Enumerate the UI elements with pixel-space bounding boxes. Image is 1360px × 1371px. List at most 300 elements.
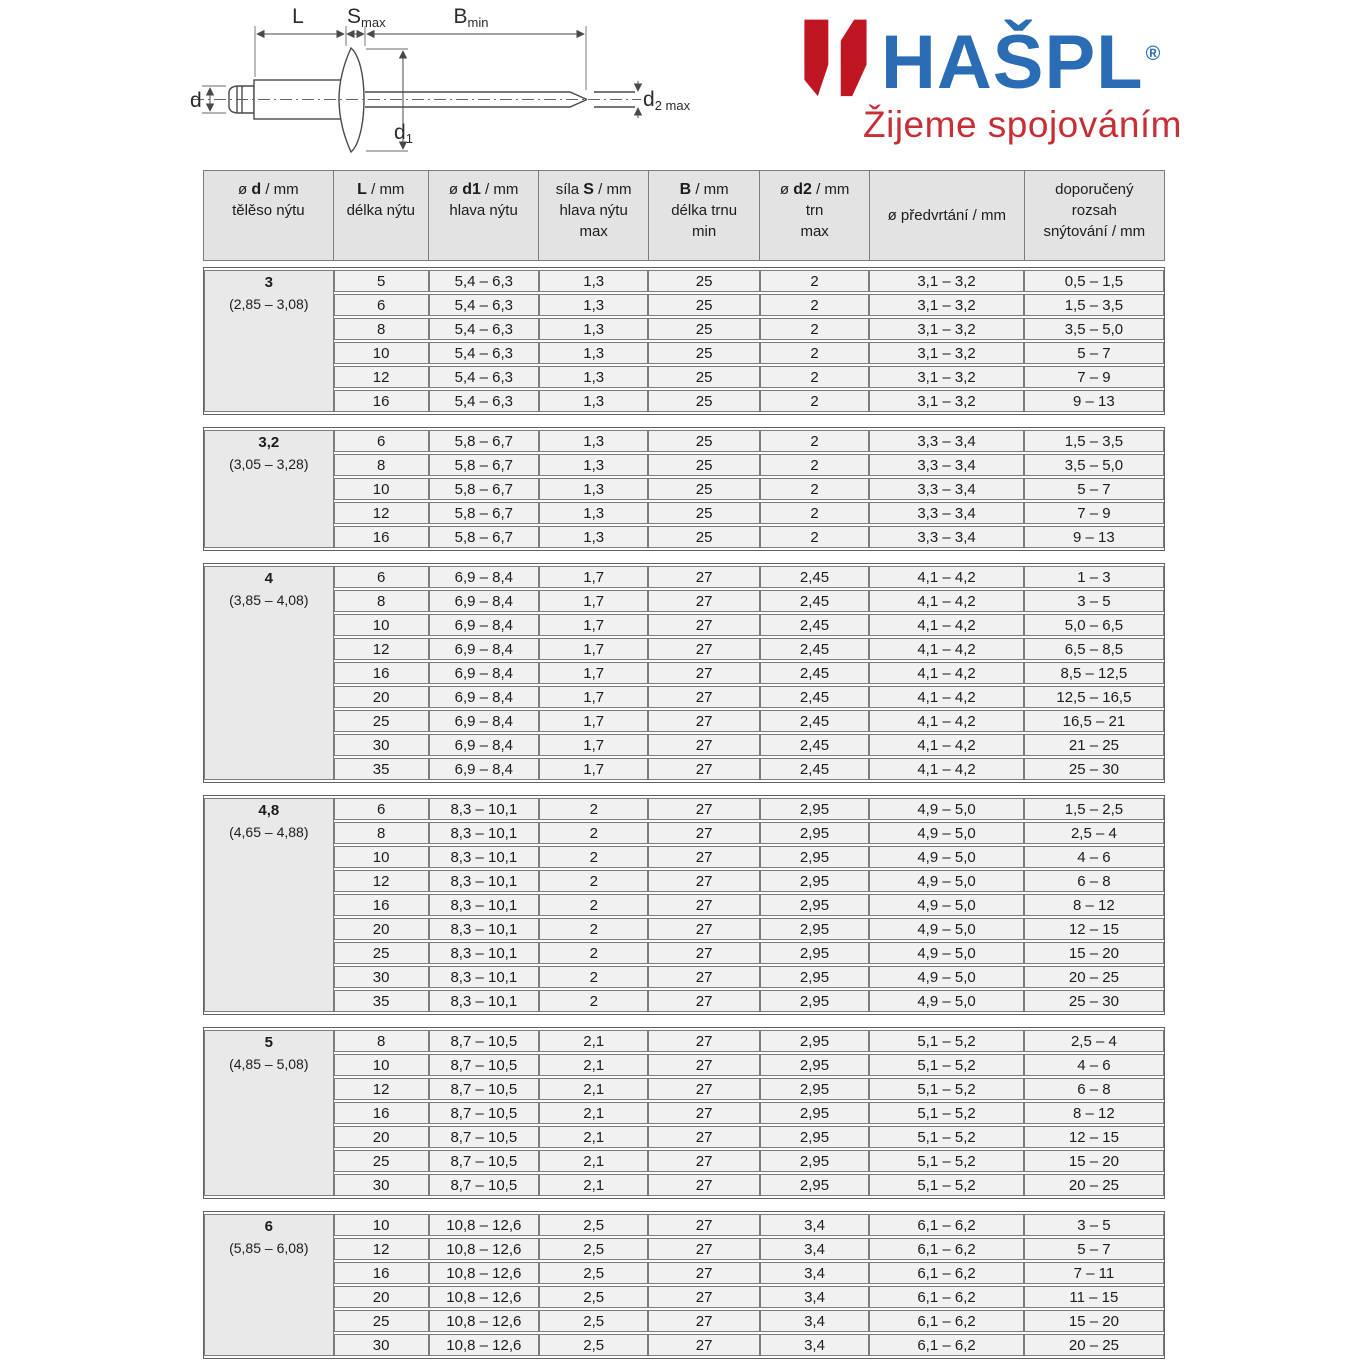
value-cell: 20 [334, 686, 429, 708]
value-cell: 10,8 – 12,6 [429, 1286, 539, 1308]
spec-group-3 [203, 267, 1165, 415]
value-cell: 5 – 7 [1024, 342, 1164, 364]
col-header-subline: hlava nýtu [449, 202, 518, 219]
value-cell: 8,3 – 10,1 [429, 990, 539, 1012]
label-d1: d1 [394, 121, 413, 146]
value-cell: 2 [760, 454, 869, 476]
value-cell: 27 [648, 894, 759, 916]
value-cell: 5,1 – 5,2 [869, 1102, 1024, 1124]
value-cell: 25 [648, 430, 759, 452]
value-cell: 1 – 3 [1024, 566, 1164, 588]
value-cell: 10,8 – 12,6 [429, 1214, 539, 1236]
group-tolerance-range: (4,85 – 5,08) [229, 1056, 309, 1072]
mandrel-stem [365, 100, 587, 108]
table-row [204, 478, 1164, 500]
table-row [204, 990, 1164, 1012]
value-cell: 27 [648, 1150, 759, 1172]
value-cell: 3,3 – 3,4 [869, 454, 1024, 476]
value-cell: 3,1 – 3,2 [869, 318, 1024, 340]
registered-mark: ® [1145, 43, 1162, 65]
value-cell: 3 – 5 [1024, 590, 1164, 612]
label-d: d [190, 89, 202, 112]
value-cell: 2,1 [539, 1126, 648, 1148]
value-cell: 27 [648, 1310, 759, 1332]
value-cell: 6,9 – 8,4 [429, 758, 539, 780]
value-cell: 3,4 [760, 1262, 869, 1284]
value-cell: 27 [648, 918, 759, 940]
value-cell: 6 [334, 294, 429, 316]
value-cell: 2,45 [760, 638, 869, 660]
value-cell: 5,4 – 6,3 [429, 294, 539, 316]
value-cell: 20 – 25 [1024, 1334, 1164, 1356]
value-cell: 2,1 [539, 1102, 648, 1124]
col-header-line1: L / mm [357, 181, 405, 198]
value-cell: 2,5 [539, 1310, 648, 1332]
value-cell: 30 [334, 966, 429, 988]
table-row [204, 1334, 1164, 1356]
col-header-subline: hlava nýtu [559, 202, 628, 219]
value-cell: 10 [334, 1214, 429, 1236]
value-cell: 2,5 [539, 1238, 648, 1260]
col-header-subline: délka trnu [671, 202, 738, 219]
value-cell: 5,1 – 5,2 [869, 1150, 1024, 1172]
rivet-diagram [186, 2, 696, 165]
value-cell: 27 [648, 1054, 759, 1076]
value-cell: 6,5 – 8,5 [1024, 638, 1164, 660]
value-cell: 6 – 8 [1024, 870, 1164, 892]
group-tolerance-range: (3,85 – 4,08) [229, 592, 309, 608]
value-cell: 2,1 [539, 1150, 648, 1172]
table-row [204, 1174, 1164, 1196]
table-row [204, 942, 1164, 964]
value-cell: 0,5 – 1,5 [1024, 270, 1164, 292]
col-header-b [648, 171, 759, 261]
value-cell: 2 [760, 342, 869, 364]
value-cell: 25 [648, 454, 759, 476]
col-header-subline: rozsah [1071, 202, 1117, 219]
value-cell: 2,95 [760, 990, 869, 1012]
table-row [204, 822, 1164, 844]
table-row [204, 270, 1164, 292]
value-cell: 27 [648, 1078, 759, 1100]
table-row [204, 870, 1164, 892]
value-cell: 6,1 – 6,2 [869, 1286, 1024, 1308]
value-cell: 5 – 7 [1024, 478, 1164, 500]
value-cell: 1,7 [539, 566, 648, 588]
value-cell: 35 [334, 990, 429, 1012]
value-cell: 2,45 [760, 686, 869, 708]
value-cell: 16,5 – 21 [1024, 710, 1164, 732]
value-cell: 27 [648, 1030, 759, 1052]
value-cell: 2,95 [760, 894, 869, 916]
group-size-cell [204, 798, 334, 1012]
col-header-line1: ø předvrtání / mm [887, 207, 1006, 224]
value-cell: 25 [648, 318, 759, 340]
value-cell: 15 – 20 [1024, 942, 1164, 964]
value-cell: 27 [648, 662, 759, 684]
table-row [204, 734, 1164, 756]
logo-mark-right-stroke [841, 20, 867, 97]
value-cell: 6,9 – 8,4 [429, 566, 539, 588]
value-cell: 12 [334, 1238, 429, 1260]
table-row [204, 454, 1164, 476]
value-cell: 4,1 – 4,2 [869, 566, 1024, 588]
value-cell: 5,1 – 5,2 [869, 1174, 1024, 1196]
table-row [204, 846, 1164, 868]
value-cell: 10 [334, 342, 429, 364]
value-cell: 2,5 [539, 1286, 648, 1308]
value-cell: 3,3 – 3,4 [869, 502, 1024, 524]
value-cell: 25 [648, 270, 759, 292]
value-cell: 1,7 [539, 662, 648, 684]
value-cell: 4,1 – 4,2 [869, 590, 1024, 612]
value-cell: 4,9 – 5,0 [869, 966, 1024, 988]
value-cell: 3,3 – 3,4 [869, 478, 1024, 500]
table-row [204, 1030, 1164, 1052]
value-cell: 9 – 13 [1024, 390, 1164, 412]
col-header-d2 [760, 171, 870, 261]
spec-header-table [203, 170, 1165, 261]
spec-table [203, 170, 1165, 1371]
value-cell: 27 [648, 1126, 759, 1148]
value-cell: 4,1 – 4,2 [869, 638, 1024, 660]
table-row [204, 1262, 1164, 1284]
value-cell: 25 – 30 [1024, 758, 1164, 780]
spec-group-3,2 [203, 427, 1165, 551]
value-cell: 5,1 – 5,2 [869, 1054, 1024, 1076]
value-cell: 5,1 – 5,2 [869, 1126, 1024, 1148]
value-cell: 27 [648, 1102, 759, 1124]
value-cell: 2,45 [760, 614, 869, 636]
value-cell: 8 [334, 318, 429, 340]
table-row [204, 526, 1164, 548]
value-cell: 8,3 – 10,1 [429, 942, 539, 964]
value-cell: 3,4 [760, 1238, 869, 1260]
value-cell: 4,9 – 5,0 [869, 894, 1024, 916]
value-cell: 2 [539, 894, 648, 916]
table-row [204, 614, 1164, 636]
value-cell: 4,1 – 4,2 [869, 614, 1024, 636]
value-cell: 25 [334, 942, 429, 964]
value-cell: 4,9 – 5,0 [869, 822, 1024, 844]
table-row [204, 966, 1164, 988]
value-cell: 20 [334, 918, 429, 940]
value-cell: 16 [334, 662, 429, 684]
value-cell: 2,95 [760, 1174, 869, 1196]
value-cell: 6,1 – 6,2 [869, 1334, 1024, 1356]
table-row [204, 1214, 1164, 1236]
col-header-subline: trn [805, 202, 824, 219]
value-cell: 5,8 – 6,7 [429, 526, 539, 548]
value-cell: 4,9 – 5,0 [869, 870, 1024, 892]
col-header-line1: ø d1 / mm [448, 181, 519, 198]
group-tolerance-range: (5,85 – 6,08) [229, 1240, 309, 1256]
value-cell: 16 [334, 1102, 429, 1124]
value-cell: 2 [760, 390, 869, 412]
table-row [204, 390, 1164, 412]
value-cell: 8,3 – 10,1 [429, 918, 539, 940]
haspl-logo [795, 12, 1183, 145]
value-cell: 12 [334, 870, 429, 892]
value-cell: 1,3 [539, 342, 648, 364]
col-header-predvrtani [869, 171, 1024, 261]
table-row [204, 918, 1164, 940]
value-cell: 2,95 [760, 918, 869, 940]
value-cell: 4,9 – 5,0 [869, 798, 1024, 820]
value-cell: 2,45 [760, 734, 869, 756]
value-cell: 3,3 – 3,4 [869, 430, 1024, 452]
table-row [204, 1238, 1164, 1260]
value-cell: 30 [334, 1174, 429, 1196]
value-cell: 3,5 – 5,0 [1024, 318, 1164, 340]
value-cell: 6,1 – 6,2 [869, 1310, 1024, 1332]
value-cell: 10,8 – 12,6 [429, 1238, 539, 1260]
value-cell: 3,4 [760, 1286, 869, 1308]
value-cell: 2,95 [760, 1102, 869, 1124]
value-cell: 2 [760, 366, 869, 388]
value-cell: 5 [334, 270, 429, 292]
value-cell: 2,95 [760, 822, 869, 844]
value-cell: 30 [334, 734, 429, 756]
value-cell: 6,9 – 8,4 [429, 638, 539, 660]
brand-text [881, 12, 1161, 105]
group-size: 3 [264, 274, 273, 291]
value-cell: 27 [648, 1174, 759, 1196]
value-cell: 1,7 [539, 638, 648, 660]
value-cell: 25 [648, 526, 759, 548]
value-cell: 15 – 20 [1024, 1310, 1164, 1332]
value-cell: 1,7 [539, 614, 648, 636]
group-size: 3,2 [258, 434, 280, 451]
value-cell: 4,1 – 4,2 [869, 686, 1024, 708]
value-cell: 16 [334, 894, 429, 916]
table-row [204, 590, 1164, 612]
value-cell: 25 [648, 390, 759, 412]
label-Smax: Smax [347, 5, 386, 30]
value-cell: 2 [539, 942, 648, 964]
value-cell: 2 [760, 318, 869, 340]
value-cell: 5 – 7 [1024, 1238, 1164, 1260]
value-cell: 2,5 [539, 1334, 648, 1356]
value-cell: 27 [648, 1214, 759, 1236]
value-cell: 8,7 – 10,5 [429, 1102, 539, 1124]
value-cell: 1,3 [539, 430, 648, 452]
table-row [204, 710, 1164, 732]
value-cell: 27 [648, 710, 759, 732]
value-cell: 6,9 – 8,4 [429, 686, 539, 708]
value-cell: 2 [539, 798, 648, 820]
value-cell: 12 – 15 [1024, 1126, 1164, 1148]
value-cell: 2,45 [760, 662, 869, 684]
value-cell: 12 [334, 1078, 429, 1100]
value-cell: 2 [539, 918, 648, 940]
value-cell: 8 [334, 822, 429, 844]
value-cell: 2,95 [760, 798, 869, 820]
value-cell: 3,5 – 5,0 [1024, 454, 1164, 476]
value-cell: 2,95 [760, 1030, 869, 1052]
value-cell: 2,95 [760, 966, 869, 988]
table-row [204, 894, 1164, 916]
label-Bmin: Bmin [453, 5, 489, 30]
value-cell: 1,3 [539, 454, 648, 476]
value-cell: 7 – 9 [1024, 366, 1164, 388]
group-size: 4 [264, 570, 273, 587]
value-cell: 10 [334, 614, 429, 636]
value-cell: 3,1 – 3,2 [869, 270, 1024, 292]
value-cell: 1,3 [539, 270, 648, 292]
spec-group-6 [203, 1211, 1165, 1359]
value-cell: 25 [648, 342, 759, 364]
group-tolerance-range: (4,65 – 4,88) [229, 824, 309, 840]
value-cell: 5,4 – 6,3 [429, 318, 539, 340]
spec-header-row [204, 171, 1165, 261]
value-cell: 5,4 – 6,3 [429, 342, 539, 364]
value-cell: 20 – 25 [1024, 966, 1164, 988]
value-cell: 6 [334, 798, 429, 820]
mandrel-stem [365, 92, 587, 100]
value-cell: 8,7 – 10,5 [429, 1126, 539, 1148]
value-cell: 2,95 [760, 1126, 869, 1148]
value-cell: 1,7 [539, 758, 648, 780]
value-cell: 9 – 13 [1024, 526, 1164, 548]
col-header-line1: doporučený [1055, 181, 1134, 198]
value-cell: 8,7 – 10,5 [429, 1054, 539, 1076]
haspl-logo-mark-icon [795, 12, 875, 100]
table-row [204, 798, 1164, 820]
value-cell: 5,1 – 5,2 [869, 1078, 1024, 1100]
value-cell: 6,9 – 8,4 [429, 734, 539, 756]
value-cell: 2,45 [760, 566, 869, 588]
value-cell: 25 [648, 478, 759, 500]
value-cell: 8,3 – 10,1 [429, 966, 539, 988]
value-cell: 27 [648, 566, 759, 588]
value-cell: 3,4 [760, 1310, 869, 1332]
value-cell: 16 [334, 526, 429, 548]
table-row [204, 566, 1164, 588]
value-cell: 2,95 [760, 1054, 869, 1076]
table-row [204, 430, 1164, 452]
group-size: 4,8 [258, 802, 280, 819]
value-cell: 8,7 – 10,5 [429, 1174, 539, 1196]
value-cell: 15 – 20 [1024, 1150, 1164, 1172]
value-cell: 2 [760, 502, 869, 524]
value-cell: 2,1 [539, 1030, 648, 1052]
value-cell: 2,5 [539, 1214, 648, 1236]
value-cell: 4,1 – 4,2 [869, 734, 1024, 756]
value-cell: 3,3 – 3,4 [869, 526, 1024, 548]
value-cell: 8,7 – 10,5 [429, 1078, 539, 1100]
value-cell: 10 [334, 846, 429, 868]
value-cell: 3,4 [760, 1214, 869, 1236]
table-row [204, 1126, 1164, 1148]
table-row [204, 294, 1164, 316]
col-header-line1: ø d2 / mm [779, 181, 850, 198]
value-cell: 3,1 – 3,2 [869, 390, 1024, 412]
value-cell: 1,5 – 3,5 [1024, 430, 1164, 452]
col-header-line1: B / mm [679, 181, 729, 198]
value-cell: 20 – 25 [1024, 1174, 1164, 1196]
value-cell: 16 [334, 390, 429, 412]
value-cell: 20 [334, 1126, 429, 1148]
value-cell: 8,3 – 10,1 [429, 798, 539, 820]
brand-word: HAŠPL [881, 20, 1144, 105]
value-cell: 5,0 – 6,5 [1024, 614, 1164, 636]
value-cell: 27 [648, 1286, 759, 1308]
value-cell: 3,4 [760, 1334, 869, 1356]
value-cell: 2,95 [760, 846, 869, 868]
col-header-d1 [428, 171, 539, 261]
value-cell: 12 [334, 502, 429, 524]
value-cell: 2,1 [539, 1078, 648, 1100]
value-cell: 12 – 15 [1024, 918, 1164, 940]
value-cell: 2,95 [760, 870, 869, 892]
value-cell: 8,3 – 10,1 [429, 822, 539, 844]
value-cell: 27 [648, 990, 759, 1012]
table-row [204, 502, 1164, 524]
value-cell: 10 [334, 1054, 429, 1076]
value-cell: 1,7 [539, 734, 648, 756]
value-cell: 2 [539, 822, 648, 844]
col-header-line1: ø d / mm [238, 181, 299, 198]
value-cell: 2 [539, 990, 648, 1012]
spec-group-5 [203, 1027, 1165, 1199]
value-cell: 25 [334, 710, 429, 732]
value-cell: 27 [648, 942, 759, 964]
value-cell: 5,4 – 6,3 [429, 366, 539, 388]
value-cell: 6,9 – 8,4 [429, 662, 539, 684]
value-cell: 4 – 6 [1024, 846, 1164, 868]
value-cell: 25 [648, 502, 759, 524]
value-cell: 2,5 [539, 1262, 648, 1284]
value-cell: 16 [334, 1262, 429, 1284]
group-size-cell [204, 430, 334, 548]
value-cell: 27 [648, 734, 759, 756]
value-cell: 10,8 – 12,6 [429, 1310, 539, 1332]
value-cell: 6,9 – 8,4 [429, 590, 539, 612]
value-cell: 25 [334, 1150, 429, 1172]
value-cell: 5,8 – 6,7 [429, 430, 539, 452]
value-cell: 8 – 12 [1024, 894, 1164, 916]
spec-groups [203, 267, 1165, 1359]
value-cell: 2 [760, 478, 869, 500]
logo-mark-left-stroke [804, 20, 828, 97]
value-cell: 1,3 [539, 478, 648, 500]
group-size-cell [204, 1030, 334, 1196]
group-size-cell [204, 1214, 334, 1356]
value-cell: 25 [334, 1310, 429, 1332]
value-cell: 20 [334, 1286, 429, 1308]
value-cell: 27 [648, 686, 759, 708]
value-cell: 5,8 – 6,7 [429, 502, 539, 524]
value-cell: 2,5 – 4 [1024, 822, 1164, 844]
value-cell: 8 [334, 590, 429, 612]
table-row [204, 1150, 1164, 1172]
value-cell: 11 – 15 [1024, 1286, 1164, 1308]
value-cell: 4 – 6 [1024, 1054, 1164, 1076]
table-row [204, 318, 1164, 340]
value-cell: 2,1 [539, 1174, 648, 1196]
spec-group-4,8 [203, 795, 1165, 1015]
value-cell: 2,95 [760, 1078, 869, 1100]
value-cell: 35 [334, 758, 429, 780]
value-cell: 8,3 – 10,1 [429, 846, 539, 868]
value-cell: 4,1 – 4,2 [869, 758, 1024, 780]
value-cell: 12,5 – 16,5 [1024, 686, 1164, 708]
value-cell: 4,9 – 5,0 [869, 942, 1024, 964]
value-cell: 5,8 – 6,7 [429, 454, 539, 476]
value-cell: 2,5 – 4 [1024, 1030, 1164, 1052]
value-cell: 1,3 [539, 294, 648, 316]
